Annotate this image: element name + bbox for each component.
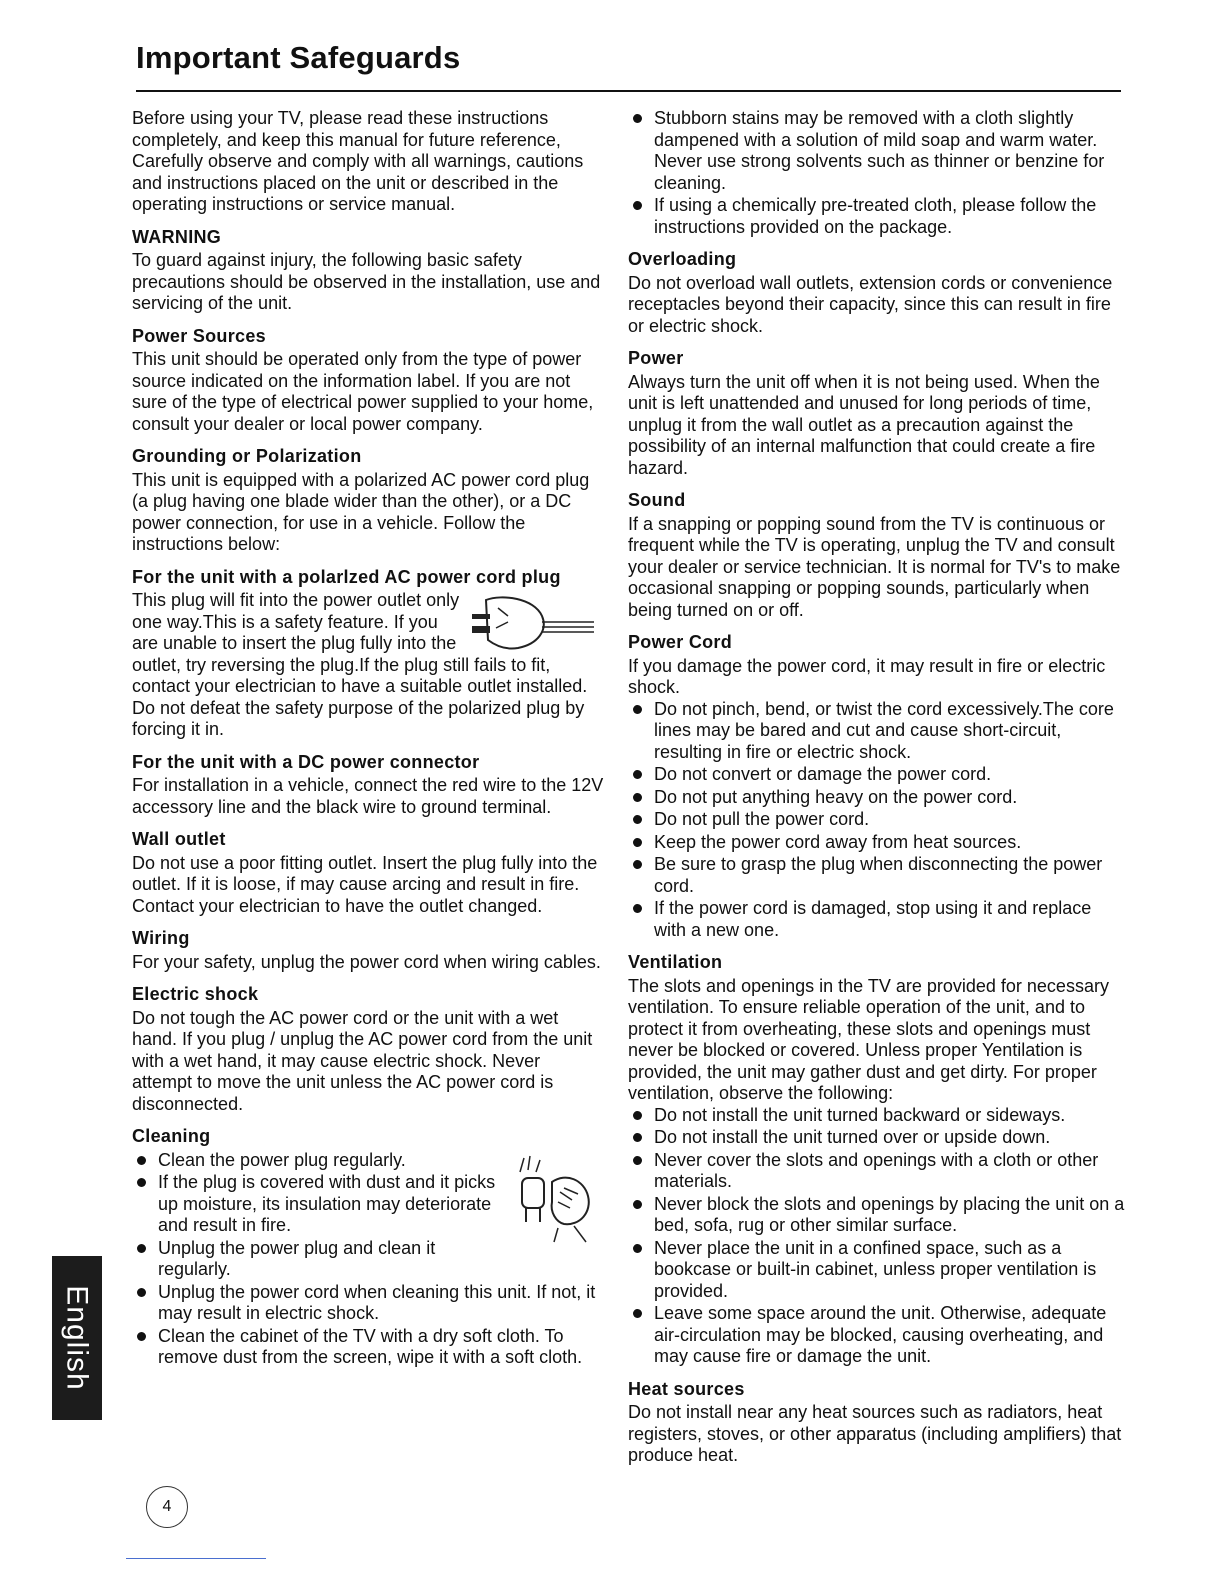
- list-item: Never block the slots and openings by placing the unit on a bed, sofa, rug or other similar surface.: [628, 1194, 1128, 1237]
- list-item: Never cover the slots and openings with a cloth or other materials.: [628, 1150, 1128, 1193]
- polarized-plug-illustration: [468, 594, 596, 652]
- list-item: Leave some space around the unit. Otherwise, adequate air-circulation may be blocked, causing overheating, and may cause fire or damage the unit.: [628, 1303, 1128, 1368]
- electric-shock-text: Do not tough the AC power cord or the unit with a wet hand. If you plug / unplug the AC power cord from the unit with a wet hand, it may cause electric shock. Never attempt to move the unit unless the AC power cord is disconnected.: [132, 1007, 593, 1114]
- dc-connector-section: [132, 752, 604, 819]
- title-divider: [136, 90, 1121, 92]
- list-item: Clean the power plug regularly.: [132, 1150, 604, 1172]
- wall-outlet-text: Do not use a poor fitting outlet. Insert the plug fully into the outlet. If it is loose, if may cause arcing and result in fire. Contact your electrician to have the outlet changed.: [132, 852, 598, 916]
- dc-connector-text: For installation in a vehicle, connect the red wire to the 12V accessory line and the black wire to ground terminal.: [132, 775, 604, 817]
- cleaning-heading: Cleaning: [132, 1126, 211, 1146]
- list-item: If the plug is covered with dust and it picks up moisture, its insulation may deteriorate and result in fire.: [132, 1172, 604, 1237]
- list-item: Do not pinch, bend, or twist the cord excessively.The core lines may be bared and cut and cause short-circuit, resulting in fire or electric shock.: [628, 699, 1128, 764]
- heat-sources-section: [628, 1379, 1128, 1467]
- ac-plug-heading: For the unit with a polarlzed AC power cord plug: [132, 566, 561, 587]
- power-cord-section: [628, 632, 1128, 941]
- cleaning-list-right: [628, 108, 1128, 238]
- power-cord-heading: Power Cord: [628, 632, 733, 652]
- list-item: Do not put anything heavy on the power cord.: [628, 787, 1128, 809]
- list-item: Keep the power cord away from heat sources.: [628, 832, 1128, 854]
- list-item: If using a chemically pre-treated cloth, please follow the instructions provided on the package.: [628, 195, 1128, 238]
- overloading-text: Do not overload wall outlets, extension cords or convenience receptacles beyond their capacity, since this can result in fire or electric shock.: [628, 272, 1113, 336]
- grounding-text: This unit is equipped with a polarized AC power cord plug (a plug having one blade wider than the other), or a DC power connection, for use in a vehicle. Follow the instructions below:: [132, 469, 590, 554]
- ventilation-section: [628, 952, 1128, 1368]
- page-number: 4: [146, 1486, 188, 1528]
- power-text: Always turn the unit off when it is not being used. When the unit is left unattended and unused for long periods of time, unplug it from the wall outlet as a precaution against the possibility of an internal malfunction that could create a fire hazard.: [628, 371, 1100, 478]
- list-item: Do not pull the power cord.: [628, 809, 1128, 831]
- wall-outlet-heading: Wall outlet: [132, 829, 226, 849]
- ventilation-list: [628, 1105, 1128, 1368]
- heat-sources-text: Do not install near any heat sources such as radiators, heat registers, stoves, or other apparatus (including amplifiers) that produce heat.: [628, 1402, 1122, 1465]
- left-column: [132, 108, 604, 1380]
- sound-section: [628, 490, 1128, 621]
- grounding-heading: Grounding or Polarization: [132, 446, 362, 466]
- overloading-heading: Overloading: [628, 249, 737, 269]
- list-item: If the power cord is damaged, stop using it and replace with a new one.: [628, 898, 1128, 941]
- heat-sources-heading: Heat sources: [628, 1378, 745, 1399]
- dc-connector-heading: For the unit with a DC power connector: [132, 751, 480, 772]
- list-item: Do not install the unit turned backward or sideways.: [628, 1105, 1128, 1127]
- list-item: Do not convert or damage the power cord.: [628, 764, 1128, 786]
- wall-outlet-section: [132, 829, 604, 917]
- power-cord-list: [628, 699, 1128, 942]
- ac-plug-text: This plug will fit into the power outlet only one way.This is a safety feature. If you are unable to insert the plug fully into the outlet, try reversing the plug.If the plug still fails to fit, contact your electrician to have a suitable outlet installed. Do not defeat the safety purpose of the polarized plug by forcing it in.: [132, 590, 588, 739]
- electric-shock-heading: Electric shock: [132, 984, 259, 1004]
- sound-heading: Sound: [628, 490, 686, 510]
- ventilation-heading: Ventilation: [628, 952, 723, 972]
- list-item: Unplug the power plug and clean it regularly.: [132, 1238, 604, 1281]
- grounding-section: [132, 446, 604, 556]
- power-section: [628, 348, 1128, 479]
- cleaning-continued-section: [628, 108, 1128, 238]
- language-tab-label: English: [61, 1285, 94, 1391]
- ac-plug-section: [132, 567, 604, 741]
- list-item: Never place the unit in a confined space, such as a bookcase or built-in cabinet, unless proper ventilation is provided.: [628, 1238, 1128, 1303]
- list-item: Do not install the unit turned over or upside down.: [628, 1127, 1128, 1149]
- power-sources-heading: Power Sources: [132, 325, 266, 346]
- warning-heading: WARNING: [132, 226, 222, 247]
- power-cord-text: If you damage the power cord, it may result in fire or electric shock.: [628, 655, 1106, 697]
- page-title: Important Safeguards: [136, 40, 461, 75]
- list-item: Unplug the power cord when cleaning this unit. If not, it may result in electric shock.: [132, 1282, 604, 1325]
- list-item: Be sure to grasp the plug when disconnecting the power cord.: [628, 854, 1128, 897]
- cleaning-section: [132, 1126, 604, 1369]
- warning-section: [132, 227, 604, 315]
- footer-rule: [126, 1558, 266, 1559]
- power-sources-text: This unit should be operated only from the type of power source indicated on the information label. If you are not sure of the type of electrical power supplied to your home, consult your dealer or local power company.: [132, 349, 594, 434]
- sound-text: If a snapping or popping sound from the TV is continuous or frequent while the TV is operating, unplug the TV and consult your dealer or service technician. It is normal for TV's to make occasional snapping or popping sounds, particularly when being turned on or off.: [628, 513, 1121, 620]
- list-item: Stubborn stains may be removed with a cloth slightly dampened with a solution of mild soap and warm water. Never use strong solvents such as thinner or benzine for cleaning.: [628, 108, 1128, 194]
- wiring-text: For your safety, unplug the power cord when wiring cables.: [132, 951, 601, 972]
- wiring-heading: Wiring: [132, 928, 190, 948]
- language-tab: [52, 1256, 102, 1420]
- list-item: Clean the cabinet of the TV with a dry soft cloth. To remove dust from the screen, wipe it with a soft cloth.: [132, 1326, 604, 1369]
- intro-text: Before using your TV, please read these instructions completely, and keep this manual for future reference, Carefully observe and comply with all warnings, cautions and instructions placed on the unit or described in the operating instructions or service manual.: [132, 108, 584, 214]
- overloading-section: [628, 249, 1128, 337]
- wiring-section: [132, 928, 604, 973]
- electric-shock-section: [132, 984, 604, 1115]
- warning-text: To guard against injury, the following basic safety precautions should be observed in the installation, use and servicing of the unit.: [132, 250, 601, 313]
- cleaning-list-left: [132, 1150, 604, 1369]
- power-heading: Power: [628, 348, 684, 368]
- ventilation-text: The slots and openings in the TV are provided for necessary ventilation. To ensure reliable operation of the unit, and to protect it from overheating, these slots and openings must never be blocked or covered. Unless proper Yentilation is provided, the unit may gather dust and get dirty. For proper ventilation, observe the following:: [628, 975, 1109, 1103]
- intro-section: [132, 108, 604, 216]
- right-column: [628, 108, 1128, 1478]
- power-sources-section: [132, 326, 604, 436]
